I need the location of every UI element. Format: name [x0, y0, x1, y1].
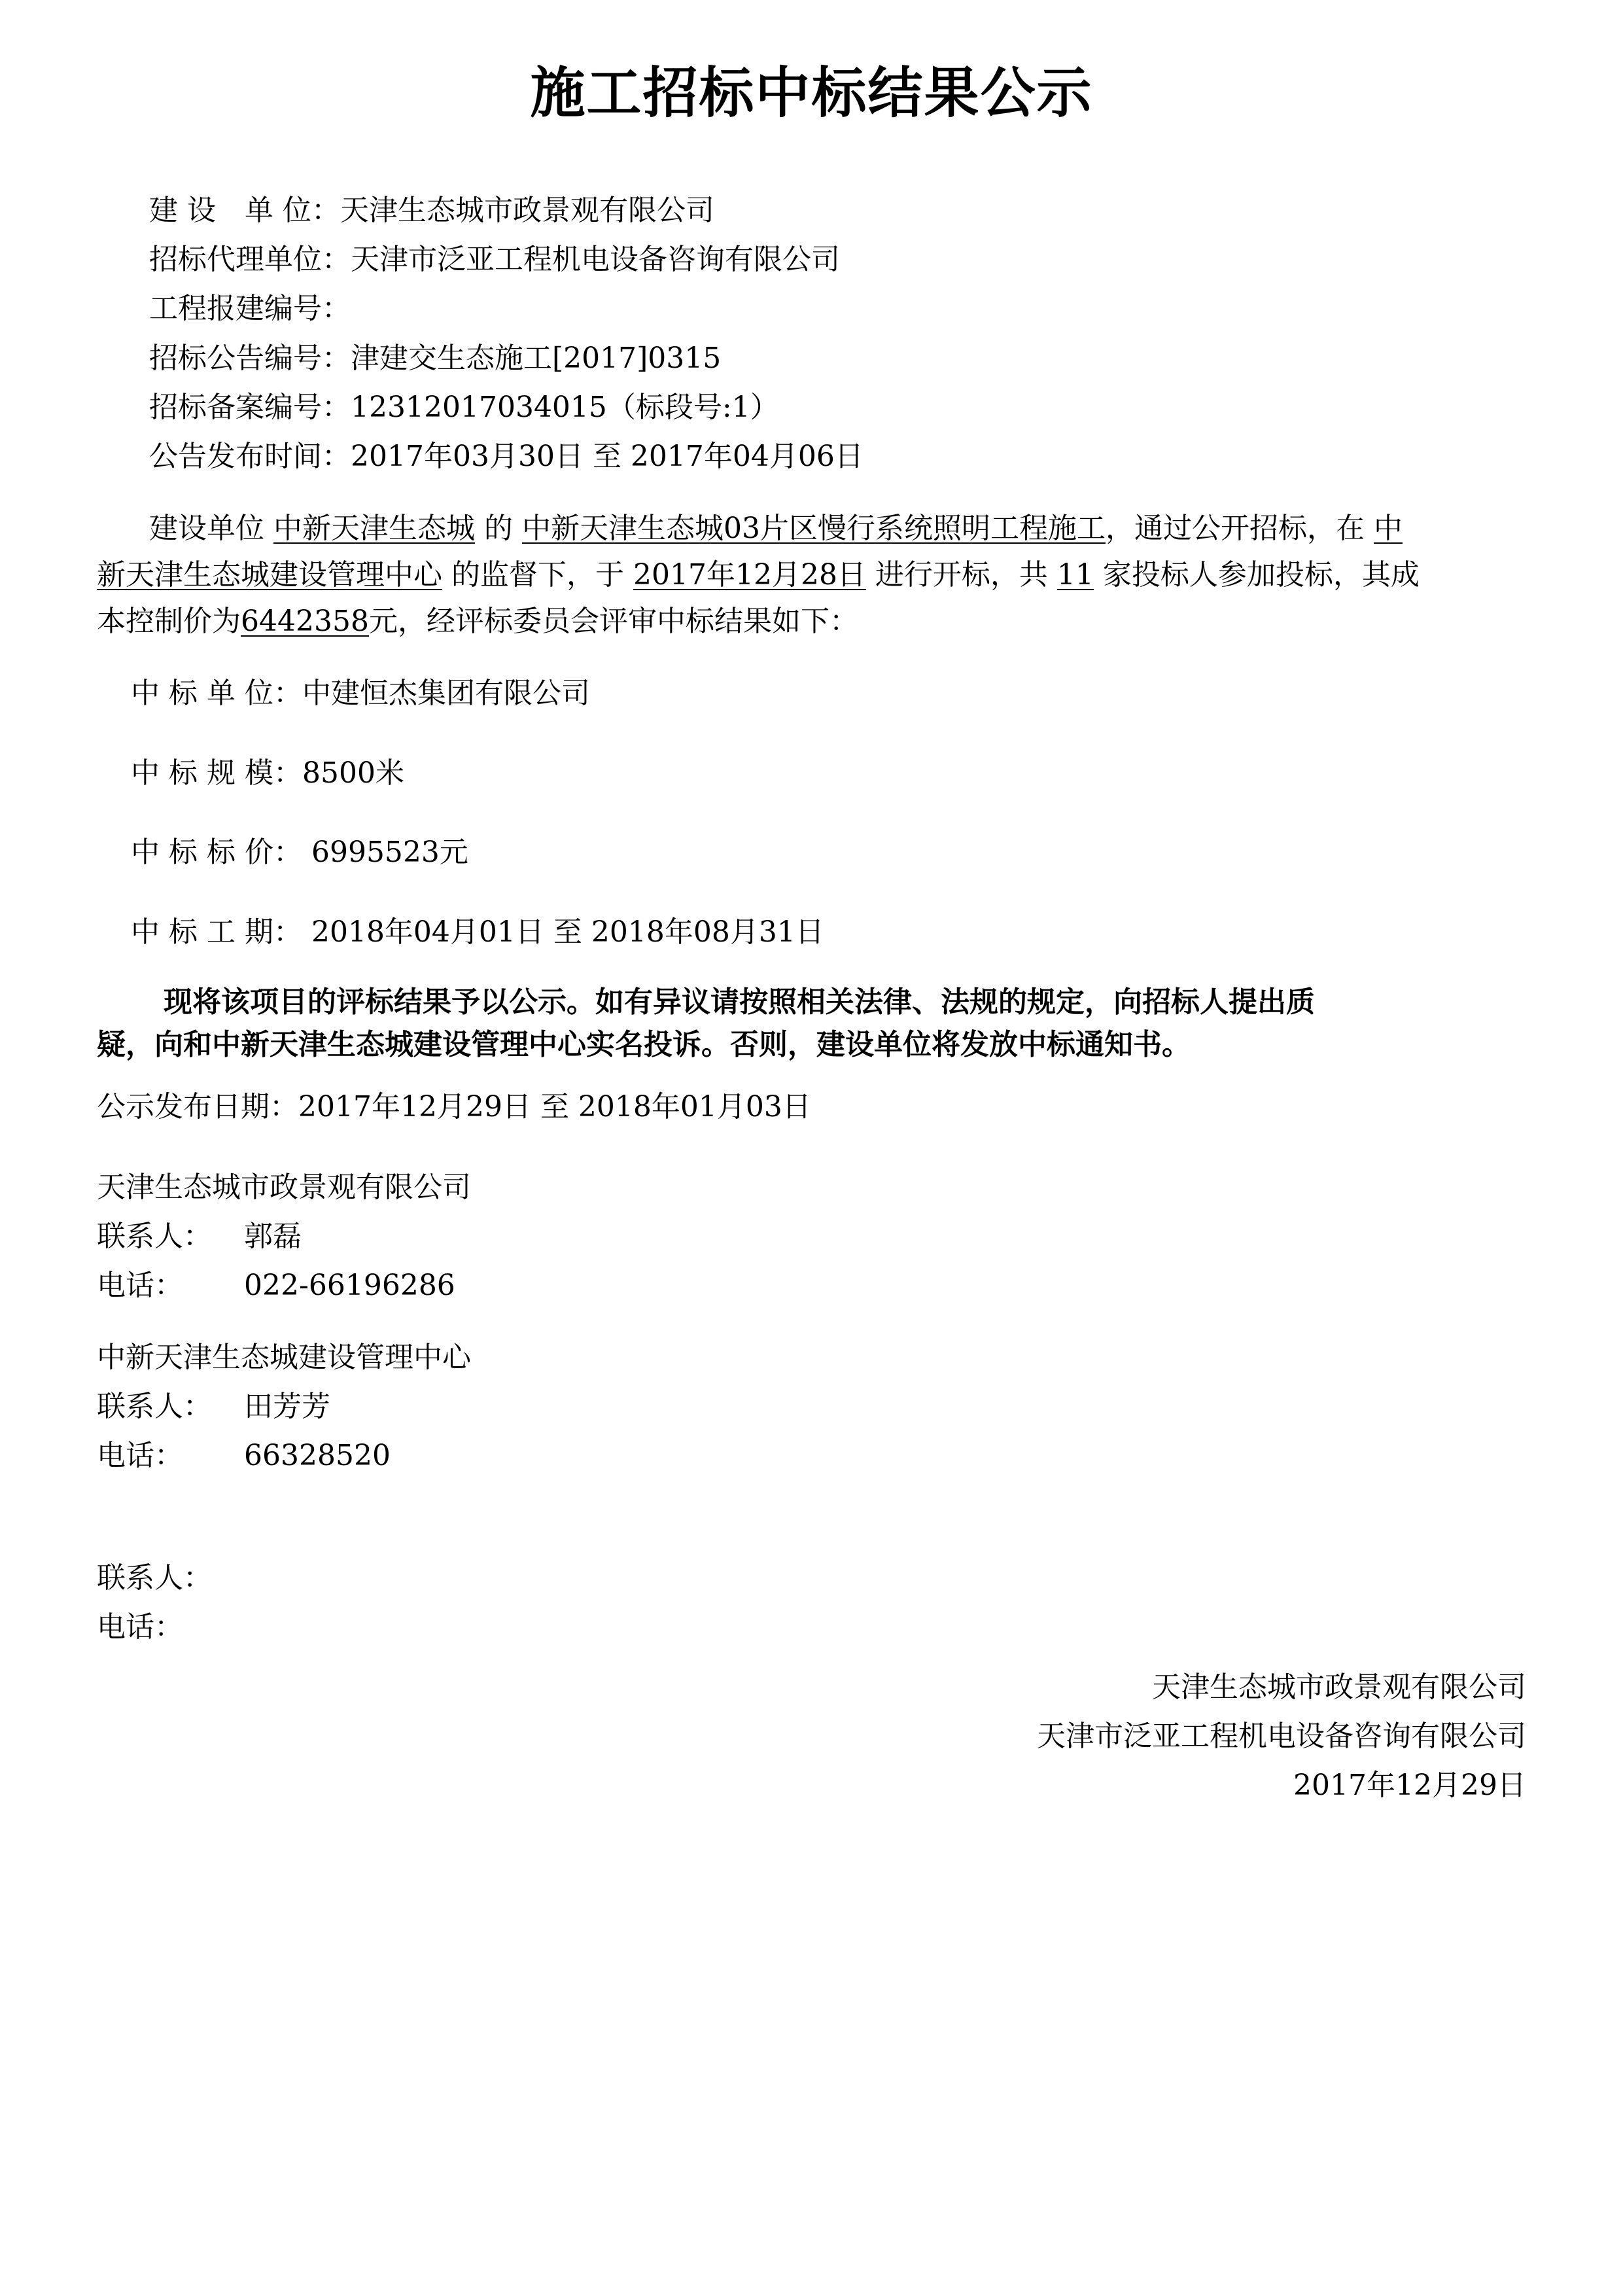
intro-text: ，通过公开招标，在 — [1105, 512, 1374, 545]
extra-contact-person-label: 联系人： — [97, 1561, 212, 1595]
intro-text: 建设单位 — [149, 512, 273, 545]
filing-no-value: 12312017034015（标段号:1） — [351, 391, 779, 424]
period-row — [131, 915, 824, 949]
contact-org: 天津生态城市政景观有限公司 — [97, 1171, 471, 1204]
contact-org: 中新天津生态城建设管理中心 — [97, 1341, 471, 1374]
owner-unit: 中新天津生态城 — [273, 512, 475, 545]
contact-phone-label: 电话： — [97, 1439, 183, 1472]
publicity-date: 公示发布日期：2017年12月29日 至 2018年01月03日 — [97, 1090, 811, 1123]
contact-phone: 66328520 — [244, 1439, 391, 1472]
supervisor-name: 中 — [1373, 512, 1403, 545]
intro-text: 家投标人参加投标，其成 — [1093, 558, 1420, 592]
price-row — [131, 838, 468, 867]
contact-person-row — [97, 1392, 330, 1421]
signature-org-1: 天津生态城市政景观有限公司 — [1152, 1670, 1526, 1704]
owner-label: 建 设 单 位： — [149, 194, 340, 227]
open-date: 2017年12月28日 — [633, 558, 866, 592]
cost-control-price: 6442358 — [241, 605, 369, 638]
winner-value: 中建恒杰集团有限公司 — [302, 677, 590, 710]
page-title: 施工招标中标结果公示 — [530, 61, 1093, 125]
extra-contact-phone-label: 电话： — [97, 1610, 183, 1644]
agent-value: 天津市泛亚工程机电设备咨询有限公司 — [351, 243, 840, 276]
contact-phone-row — [97, 1441, 391, 1470]
scale-value: 8500米 — [302, 756, 404, 790]
owner-row — [149, 196, 714, 225]
intro-line-2 — [97, 558, 1420, 592]
intro-text: 的 — [475, 512, 522, 545]
supervisor-name: 新天津生态城建设管理中心 — [97, 558, 442, 592]
project-name: 中新天津生态城03片区慢行系统照明工程施工 — [521, 512, 1106, 545]
intro-text: 的监督下，于 — [442, 558, 633, 592]
filing-no-row — [149, 393, 779, 422]
contact-person-row — [97, 1222, 302, 1251]
contact-person: 郭磊 — [244, 1220, 302, 1253]
period-value: 2018年04月01日 至 2018年08月31日 — [302, 915, 824, 949]
intro-text: 本控制价为 — [97, 605, 241, 638]
notice-no-label: 招标公告编号： — [149, 342, 351, 375]
notice-no-row — [149, 344, 721, 373]
notice-line-1: 现将该项目的评标结果予以公示。如有异议请按照相关法律、法规的规定，向招标人提出质 — [164, 985, 1315, 1019]
bidder-count: 11 — [1056, 558, 1094, 592]
contact-person: 田芳芳 — [244, 1390, 330, 1423]
notice-line-2: 疑，向和中新天津生态城建设管理中心实名投诉。否则，建设单位将发放中标通知书。 — [97, 1028, 1191, 1061]
agent-label: 招标代理单位： — [149, 243, 351, 276]
publish-label: 公告发布时间： — [149, 440, 351, 473]
agent-row — [149, 245, 840, 274]
intro-line-3 — [97, 607, 858, 636]
price-label: 中 标 标 价： — [131, 836, 302, 869]
owner-value: 天津生态城市政景观有限公司 — [340, 194, 714, 227]
scale-label: 中 标 规 模： — [131, 756, 302, 790]
contact-person-label: 联系人： — [97, 1390, 212, 1423]
contact-phone-row — [97, 1271, 455, 1300]
notice-no-value: 津建交生态施工[2017]0315 — [351, 342, 722, 375]
publish-value: 2017年03月30日 至 2017年04月06日 — [351, 440, 864, 473]
project-no-label: 工程报建编号： — [149, 292, 351, 325]
winner-row — [131, 679, 590, 708]
signature-org-2: 天津市泛亚工程机电设备咨询有限公司 — [1037, 1720, 1526, 1753]
publish-row — [149, 442, 864, 471]
intro-text: 进行开标，共 — [865, 558, 1057, 592]
price-value: 6995523元 — [302, 836, 468, 869]
contact-person-label: 联系人： — [97, 1220, 212, 1253]
contact-phone: 022-66196286 — [244, 1269, 455, 1302]
intro-text: 元，经评标委员会评审中标结果如下： — [368, 605, 858, 638]
scale-row — [131, 756, 404, 790]
project-no-row — [149, 294, 351, 323]
winner-label: 中 标 单 位： — [131, 677, 302, 710]
intro-line-1 — [149, 514, 1403, 543]
filing-no-label: 招标备案编号： — [149, 391, 351, 424]
period-label: 中 标 工 期： — [131, 915, 302, 949]
signature-date: 2017年12月29日 — [1293, 1769, 1526, 1802]
contact-phone-label: 电话： — [97, 1269, 183, 1302]
